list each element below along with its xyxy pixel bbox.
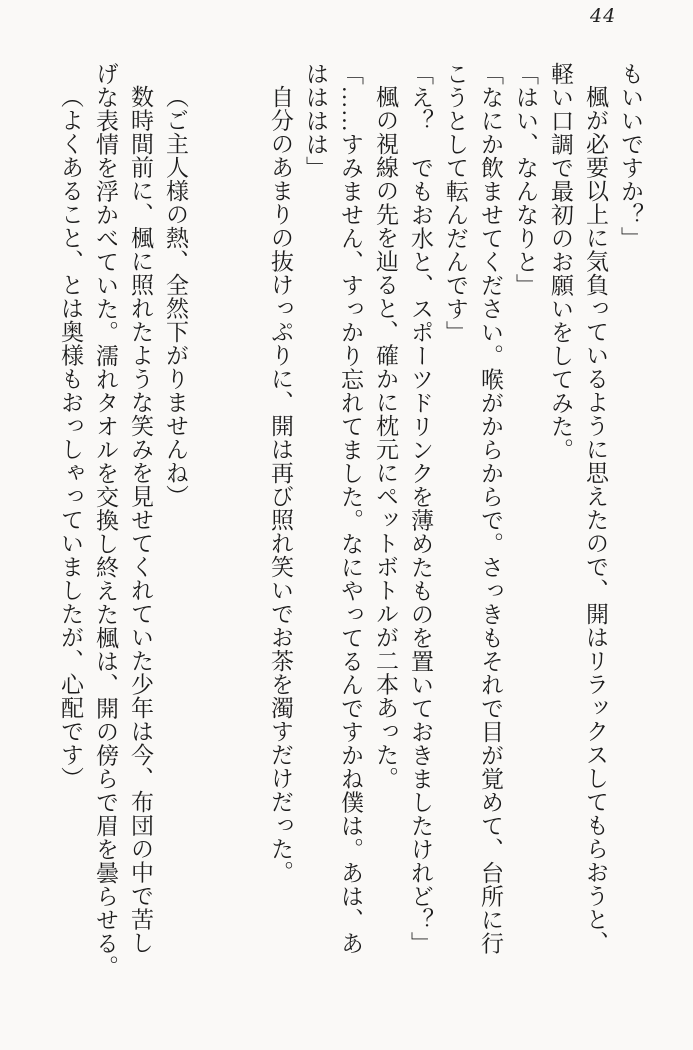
text-line: 楓の視線の先を辿ると、確かに枕元にペットボトルが二本あった。: [373, 85, 398, 790]
text-line: （よくあること、とは奥様もおっしゃっていましたが、心配です）: [58, 85, 83, 790]
text-line: （ご主人様の熱、全然下がりませんね）: [163, 85, 188, 508]
text-line: げな表情を浮かべていた。濡れタオルを交換し終えた楓は、開の傍らで眉を曇らせる。: [93, 62, 118, 979]
vertical-text-block: [53, 62, 648, 1022]
text-line: 「なにか飲ませてください。喉がからからで。さっきもそれで目が覚めて、台所に行: [478, 62, 503, 955]
page-number: 44: [590, 5, 617, 27]
text-line: 数時間前に、楓に照れたような笑みを見せてくれていた少年は今、布団の中で苦し: [128, 85, 153, 955]
text-line: 軽い口調で最初のお願いをしてみた。: [548, 62, 573, 462]
text-line: もいいですか？」: [618, 62, 643, 250]
text-line: こうとして転んだんです」: [443, 62, 468, 344]
text-line: 「え？ でもお水と、スポーツドリンクを薄めたものを置いておきましたけれど？」: [408, 62, 433, 955]
text-line: 「……すみません、すっかり忘れてました。なにやってるんですかね僕は。あは、あ: [338, 62, 363, 955]
text-line: 楓が必要以上に気負っているように思えたので、開はリラックスしてもらおうと、: [583, 85, 608, 955]
text-line: はははは」: [303, 62, 328, 180]
text-line: 「はい、なんなりと」: [513, 62, 538, 297]
text-line: 自分のあまりの抜けっぷりに、開は再び照れ笑いでお茶を濁すだけだった。: [268, 85, 293, 884]
